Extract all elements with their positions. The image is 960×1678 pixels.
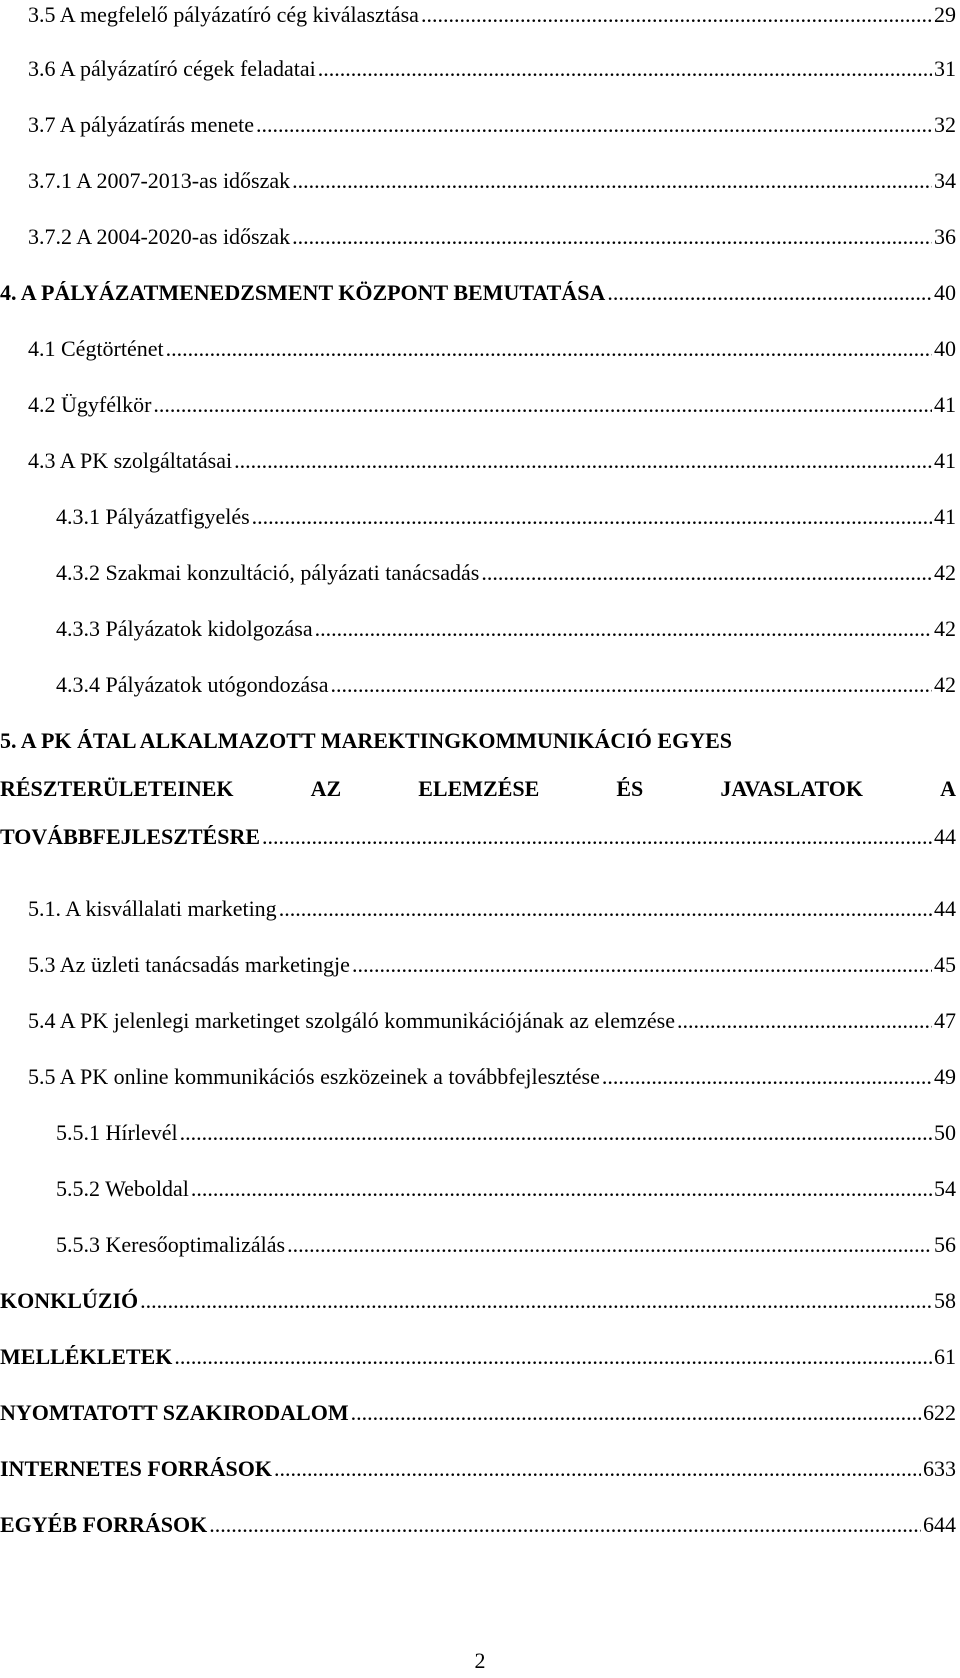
toc-entry-title: 3.7.1 A 2007-2013-as időszak xyxy=(28,168,291,193)
toc-entry xyxy=(28,1062,956,1092)
toc-leader-dots xyxy=(315,614,932,644)
toc-leader-dots xyxy=(262,822,932,852)
toc-leader-dots xyxy=(140,1286,932,1316)
title-word: RÉSZTERÜLETEINEK xyxy=(0,776,234,801)
toc-entry xyxy=(0,1342,956,1372)
toc-entry xyxy=(28,166,956,196)
toc-entry xyxy=(56,1230,956,1260)
toc-entry-page: 31 xyxy=(934,56,956,81)
toc-leader-dots xyxy=(292,222,932,252)
toc-leader-dots xyxy=(180,1118,932,1148)
toc-leader-dots xyxy=(191,1174,932,1204)
toc-entry-title: EGYÉB FORRÁSOK xyxy=(0,1512,208,1537)
toc-entry-page: 41 xyxy=(934,504,956,529)
toc-entry xyxy=(0,1398,956,1428)
toc-entry xyxy=(28,334,956,364)
toc-entry-title-line1: 5. A PK ÁTAL ALKALMAZOTT MAREKTINGKOMMUNIKÁCIÓ EGYES xyxy=(0,728,732,753)
toc-entry-page: 42 xyxy=(934,672,956,697)
toc-entry-page: 50 xyxy=(934,1120,956,1145)
toc-entry-page: 58 xyxy=(934,1288,956,1313)
toc-leader-dots xyxy=(153,390,932,420)
toc-entry xyxy=(56,502,956,532)
toc-entry-title: INTERNETES FORRÁSOK xyxy=(0,1456,273,1481)
toc-entry-title: 5.1. A kisvállalati marketing xyxy=(28,896,277,921)
toc-leader-dots xyxy=(252,502,932,532)
toc-entry-title-line2 xyxy=(0,774,956,804)
toc-entry xyxy=(0,1510,956,1540)
toc-entry-title: TOVÁBBFEJLESZTÉSRE xyxy=(0,824,261,849)
toc-entry xyxy=(28,390,956,420)
toc-entry xyxy=(0,278,956,308)
title-word: A xyxy=(940,776,956,801)
toc-entry xyxy=(0,1454,956,1484)
toc-entry xyxy=(28,0,956,30)
toc-entry-title: 5.4 A PK jelenlegi marketinget szolgáló kommunikációjának az elemzése xyxy=(28,1008,675,1033)
toc-leader-dots xyxy=(318,54,932,84)
toc-entry-title: 4.2 Ügyfélkör xyxy=(28,392,152,417)
toc-entry-page: 29 xyxy=(934,2,956,27)
toc-entry-title: 5.3 Az üzleti tanácsadás marketingje xyxy=(28,952,350,977)
toc-entry-title: 3.5 A megfelelő pályázatíró cég kiválasztása xyxy=(28,2,419,27)
toc-entry xyxy=(56,670,956,700)
toc-entry xyxy=(28,54,956,84)
toc-leader-dots xyxy=(279,894,932,924)
toc-chapter-5 xyxy=(0,726,956,852)
toc-leader-dots xyxy=(351,1398,921,1428)
toc-leader-dots xyxy=(174,1342,932,1372)
toc-entry-title: 4.3.3 Pályázatok kidolgozása xyxy=(56,616,313,641)
toc-entry-page: 42 xyxy=(934,616,956,641)
toc-entry-title: 5.5.3 Keresőoptimalizálás xyxy=(56,1232,286,1257)
toc-entry-title: 4.3 A PK szolgáltatásai xyxy=(28,448,233,473)
toc-leader-dots xyxy=(677,1006,932,1036)
toc-entry-page: 36 xyxy=(934,224,956,249)
title-word: AZ xyxy=(310,776,342,801)
toc-entry-page: 32 xyxy=(934,112,956,137)
toc-entry-page: 47 xyxy=(934,1008,956,1033)
toc-entry-title: 5.5.2 Weboldal xyxy=(56,1176,189,1201)
toc-entry-title: 5.5.1 Hírlevél xyxy=(56,1120,178,1145)
toc-entry-page: 54 xyxy=(934,1176,956,1201)
toc-entry xyxy=(28,110,956,140)
title-word: JAVASLATOK xyxy=(720,776,864,801)
toc-entry-page: 34 xyxy=(934,168,956,193)
page-number: 2 xyxy=(474,1648,486,1673)
toc-entry-title: 3.7.2 A 2004-2020-as időszak xyxy=(28,224,291,249)
toc-entry-title: 3.6 A pályázatíró cégek feladatai xyxy=(28,56,316,81)
toc-entry-title: KONKLÚZIÓ xyxy=(0,1288,139,1313)
toc-entry-title: MELLÉKLETEK xyxy=(0,1344,173,1369)
toc-leader-dots xyxy=(256,110,932,140)
toc-entry-page: 45 xyxy=(934,952,956,977)
toc-entry-page: 40 xyxy=(934,280,956,305)
toc-entry xyxy=(28,950,956,980)
toc-leader-dots xyxy=(287,1230,932,1260)
toc-leader-dots xyxy=(607,278,932,308)
toc-entry-page: 41 xyxy=(934,448,956,473)
toc-entry-page: 49 xyxy=(934,1064,956,1089)
toc-entry-page: 644 xyxy=(923,1512,956,1537)
toc-entry xyxy=(56,1174,956,1204)
toc-leader-dots xyxy=(209,1510,921,1540)
toc-entry xyxy=(56,1118,956,1148)
toc-entry xyxy=(28,446,956,476)
toc-entry-title: 3.7 A pályázatírás menete xyxy=(28,112,255,137)
toc-entry-page: 44 xyxy=(934,824,956,849)
toc-entry-title: 5.5 A PK online kommunikációs eszközeinek a továbbfejlesztése xyxy=(28,1064,600,1089)
title-word: ELEMZÉSE xyxy=(418,776,540,801)
toc-leader-dots xyxy=(352,950,932,980)
toc-entry-page: 41 xyxy=(934,392,956,417)
toc-entry-title: 4.1 Cégtörténet xyxy=(28,336,164,361)
toc-leader-dots xyxy=(602,1062,932,1092)
toc-entry-title: NYOMTATOTT SZAKIRODALOM xyxy=(0,1400,349,1425)
toc-entry xyxy=(0,1286,956,1316)
toc-entry xyxy=(56,614,956,644)
toc-entry-page: 42 xyxy=(934,560,956,585)
toc-entry-page: 622 xyxy=(923,1400,956,1425)
toc-entry-title: 4.3.2 Szakmai konzultáció, pályázati tanácsadás xyxy=(56,560,480,585)
toc-entry-page: 40 xyxy=(934,336,956,361)
toc-entry-title-line3 xyxy=(0,822,956,852)
toc-entry-page: 56 xyxy=(934,1232,956,1257)
toc-leader-dots xyxy=(166,334,932,364)
toc-leader-dots xyxy=(421,0,932,30)
toc-entry-page: 61 xyxy=(934,1344,956,1369)
toc-entry-page: 633 xyxy=(923,1456,956,1481)
title-word: ÉS xyxy=(616,776,644,801)
toc-entry-page: 44 xyxy=(934,896,956,921)
toc-entry-title: 4.3.1 Pályázatfigyelés xyxy=(56,504,250,529)
toc-entry-title: 4. A PÁLYÁZATMENEDZSMENT KÖZPONT BEMUTATÁSA xyxy=(0,280,606,305)
toc-entry xyxy=(28,894,956,924)
toc-leader-dots xyxy=(331,670,933,700)
toc-leader-dots xyxy=(274,1454,921,1484)
toc-leader-dots xyxy=(292,166,932,196)
toc-entry xyxy=(28,222,956,252)
toc-entry-title: 4.3.4 Pályázatok utógondozása xyxy=(56,672,329,697)
toc-entry xyxy=(56,558,956,588)
toc-entry xyxy=(28,1006,956,1036)
toc-leader-dots xyxy=(234,446,932,476)
toc-leader-dots xyxy=(481,558,932,588)
